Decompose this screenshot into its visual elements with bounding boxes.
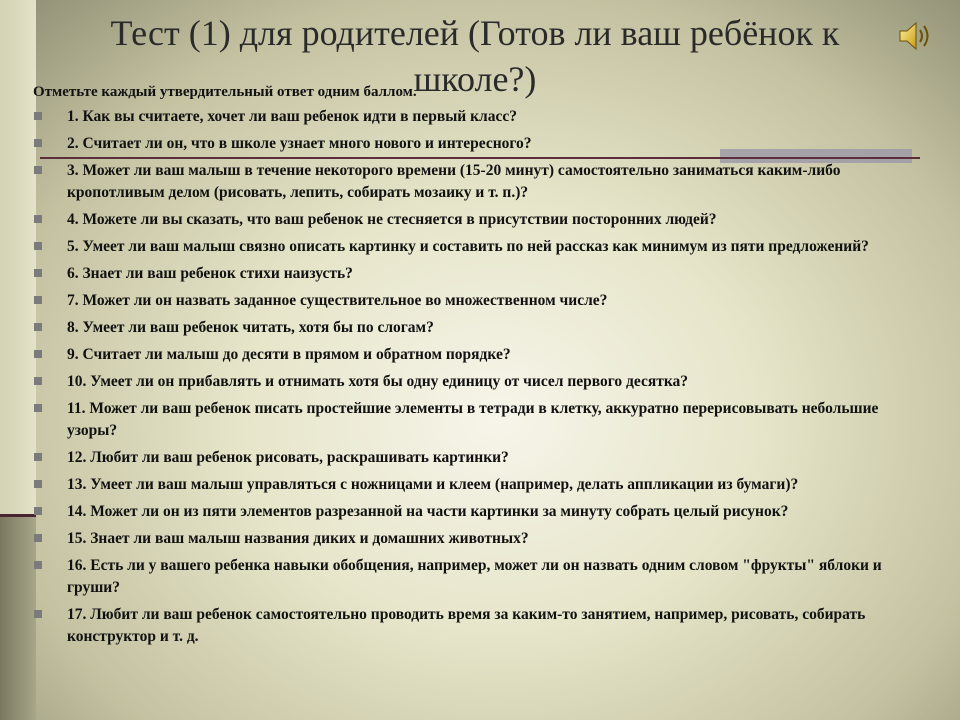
list-item: 11. Может ли ваш ребенок писать простейшие элементы в тетради в клетку, аккуратно перерисовывать небольшие узоры? [31,398,911,442]
list-item: 4. Можете ли вы сказать, что ваш ребенок не стесняется в присутствии посторонних людей? [31,209,911,231]
bullet-icon [34,534,42,542]
bullet-icon [34,350,42,358]
list-item: 12. Любит ли ваш ребенок рисовать, раскрашивать картинки? [31,447,911,469]
question-list [31,80,911,653]
list-item: 13. Умеет ли ваш малыш управляться с ножницами и клеем (например, делать аппликации из бумаги)? [31,474,911,496]
list-item: 7. Может ли он назвать заданное существительное во множественном числе? [31,290,911,312]
list-item: 8. Умеет ли ваш ребенок читать, хотя бы по слогам? [31,317,911,339]
list-item: 6. Знает ли ваш ребенок стихи наизусть? [31,263,911,285]
bullet-icon [34,377,42,385]
bullet-icon [34,215,42,223]
bullet-icon [34,561,42,569]
list-item: 15. Знает ли ваш малыш названия диких и домашних животных? [31,528,911,550]
bullet-icon [34,453,42,461]
slide-title: Тест (1) для родителей (Готов ли ваш ребёнок к школе?) [110,13,840,99]
list-item: 16. Есть ли у вашего ребенка навыки обобщения, например, может ли он назвать одним словом "фрукты" яблоки и груши? [31,555,911,599]
list-item: 9. Считает ли малыш до десяти в прямом и обратном порядке? [31,344,911,366]
bullet-icon [34,242,42,250]
bullet-icon [34,507,42,515]
bullet-icon [34,139,42,147]
list-item: 14. Может ли он из пяти элементов разрезанной на части картинки за минуту собрать целый рисунок? [31,501,911,523]
list-item: 10. Умеет ли он прибавлять и отнимать хотя бы одну единицу от чисел первого десятка? [31,371,911,393]
list-item: 5. Умеет ли ваш малыш связно описать картинку и составить по ней рассказ как минимум из пяти предложений? [31,236,911,258]
list-item: 17. Любит ли ваш ребенок самостоятельно проводить время за каким-то занятием, например, рисовать, собирать конструктор и т. д. [31,604,911,648]
list-item: 3. Может ли ваш малыш в течение некоторого времени (15-20 минут) самостоятельно заниматься каким-либо кропотливым делом (рисовать, лепить, собирать мозаику и т. п.)? [31,160,911,204]
speaker-icon[interactable] [896,18,936,54]
bullet-icon [34,166,42,174]
list-item: 2. Считает ли он, что в школе узнает много нового и интересного? [31,133,911,155]
bullet-icon [34,296,42,304]
bullet-icon [34,112,42,120]
bullet-icon [34,610,42,618]
bullet-icon [34,323,42,331]
bullet-icon [34,269,42,277]
bullet-icon [34,404,42,412]
list-item: 1. Как вы считаете, хочет ли ваш ребенок идти в первый класс? [31,106,911,128]
bullet-icon [34,480,42,488]
instruction-text: Отметьте каждый утвердительный ответ одним баллом. [33,84,417,100]
